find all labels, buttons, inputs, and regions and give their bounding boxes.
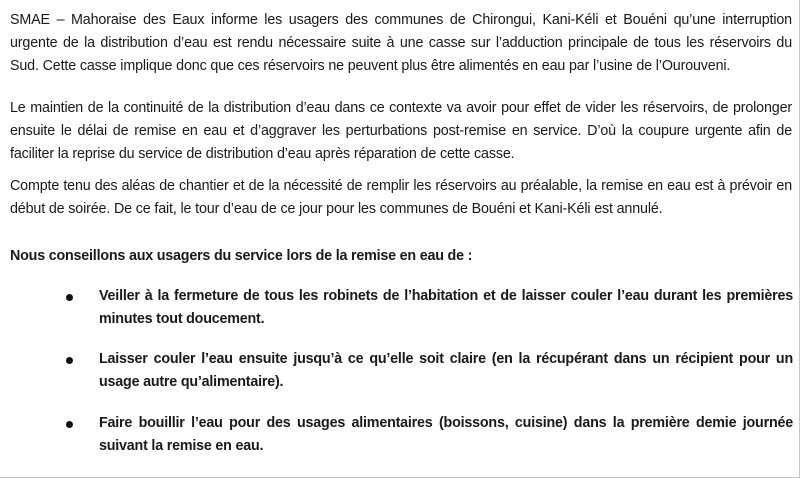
advice-text: Laisser couler l’eau ensuite jusqu’à ce qu’elle soit claire (en la récupérant dans un récipient pour un usage autre qu’alimentaire). bbox=[99, 351, 793, 390]
advice-heading: Nous conseillons aux usagers du service lors de la remise en eau de : bbox=[10, 248, 473, 264]
bullet-icon bbox=[66, 294, 73, 301]
intro-paragraph: SMAE – Mahoraise des Eaux informe les usagers des communes de Chirongui, Kani-Kéli et Bouéni qu’une interruption urgente de la distribution d’eau est rendu nécessaire suite à une casse sur l’adduction principale de tous les réservoirs du Sud. Cette casse implique donc que ces réservoirs ne peuvent plus être alimentés en eau par l’usine de l’Ourouveni. bbox=[10, 12, 792, 74]
bullet-icon bbox=[66, 357, 73, 364]
advice-text: Veiller à la fermeture de tous les robinets de l’habitation et de laisser couler l’eau durant les premières minutes tout doucement. bbox=[99, 288, 793, 327]
context-paragraph: Le maintien de la continuité de la distribution d’eau dans ce contexte va avoir pour effet de vider les réservoirs, de prolonger ensuite le délai de remise en eau et d’aggraver les perturbations post-remise en service. D’où la coupure urgente afin de faciliter la reprise du service de distribution d’eau après réparation de cette casse. bbox=[10, 100, 792, 162]
bullet-icon bbox=[66, 421, 73, 428]
schedule-paragraph: Compte tenu des aléas de chantier et de la nécessité de remplir les réservoirs au préalable, la remise en eau est à prévoir en début de soirée. De ce fait, le tour d’eau de ce jour pour les communes de Bouéni et Kani-Kéli est annulé. bbox=[10, 178, 792, 217]
advice-text: Faire bouillir l’eau pour des usages alimentaires (boissons, cuisine) dans la première demie journée suivant la remise en eau. bbox=[99, 415, 793, 454]
